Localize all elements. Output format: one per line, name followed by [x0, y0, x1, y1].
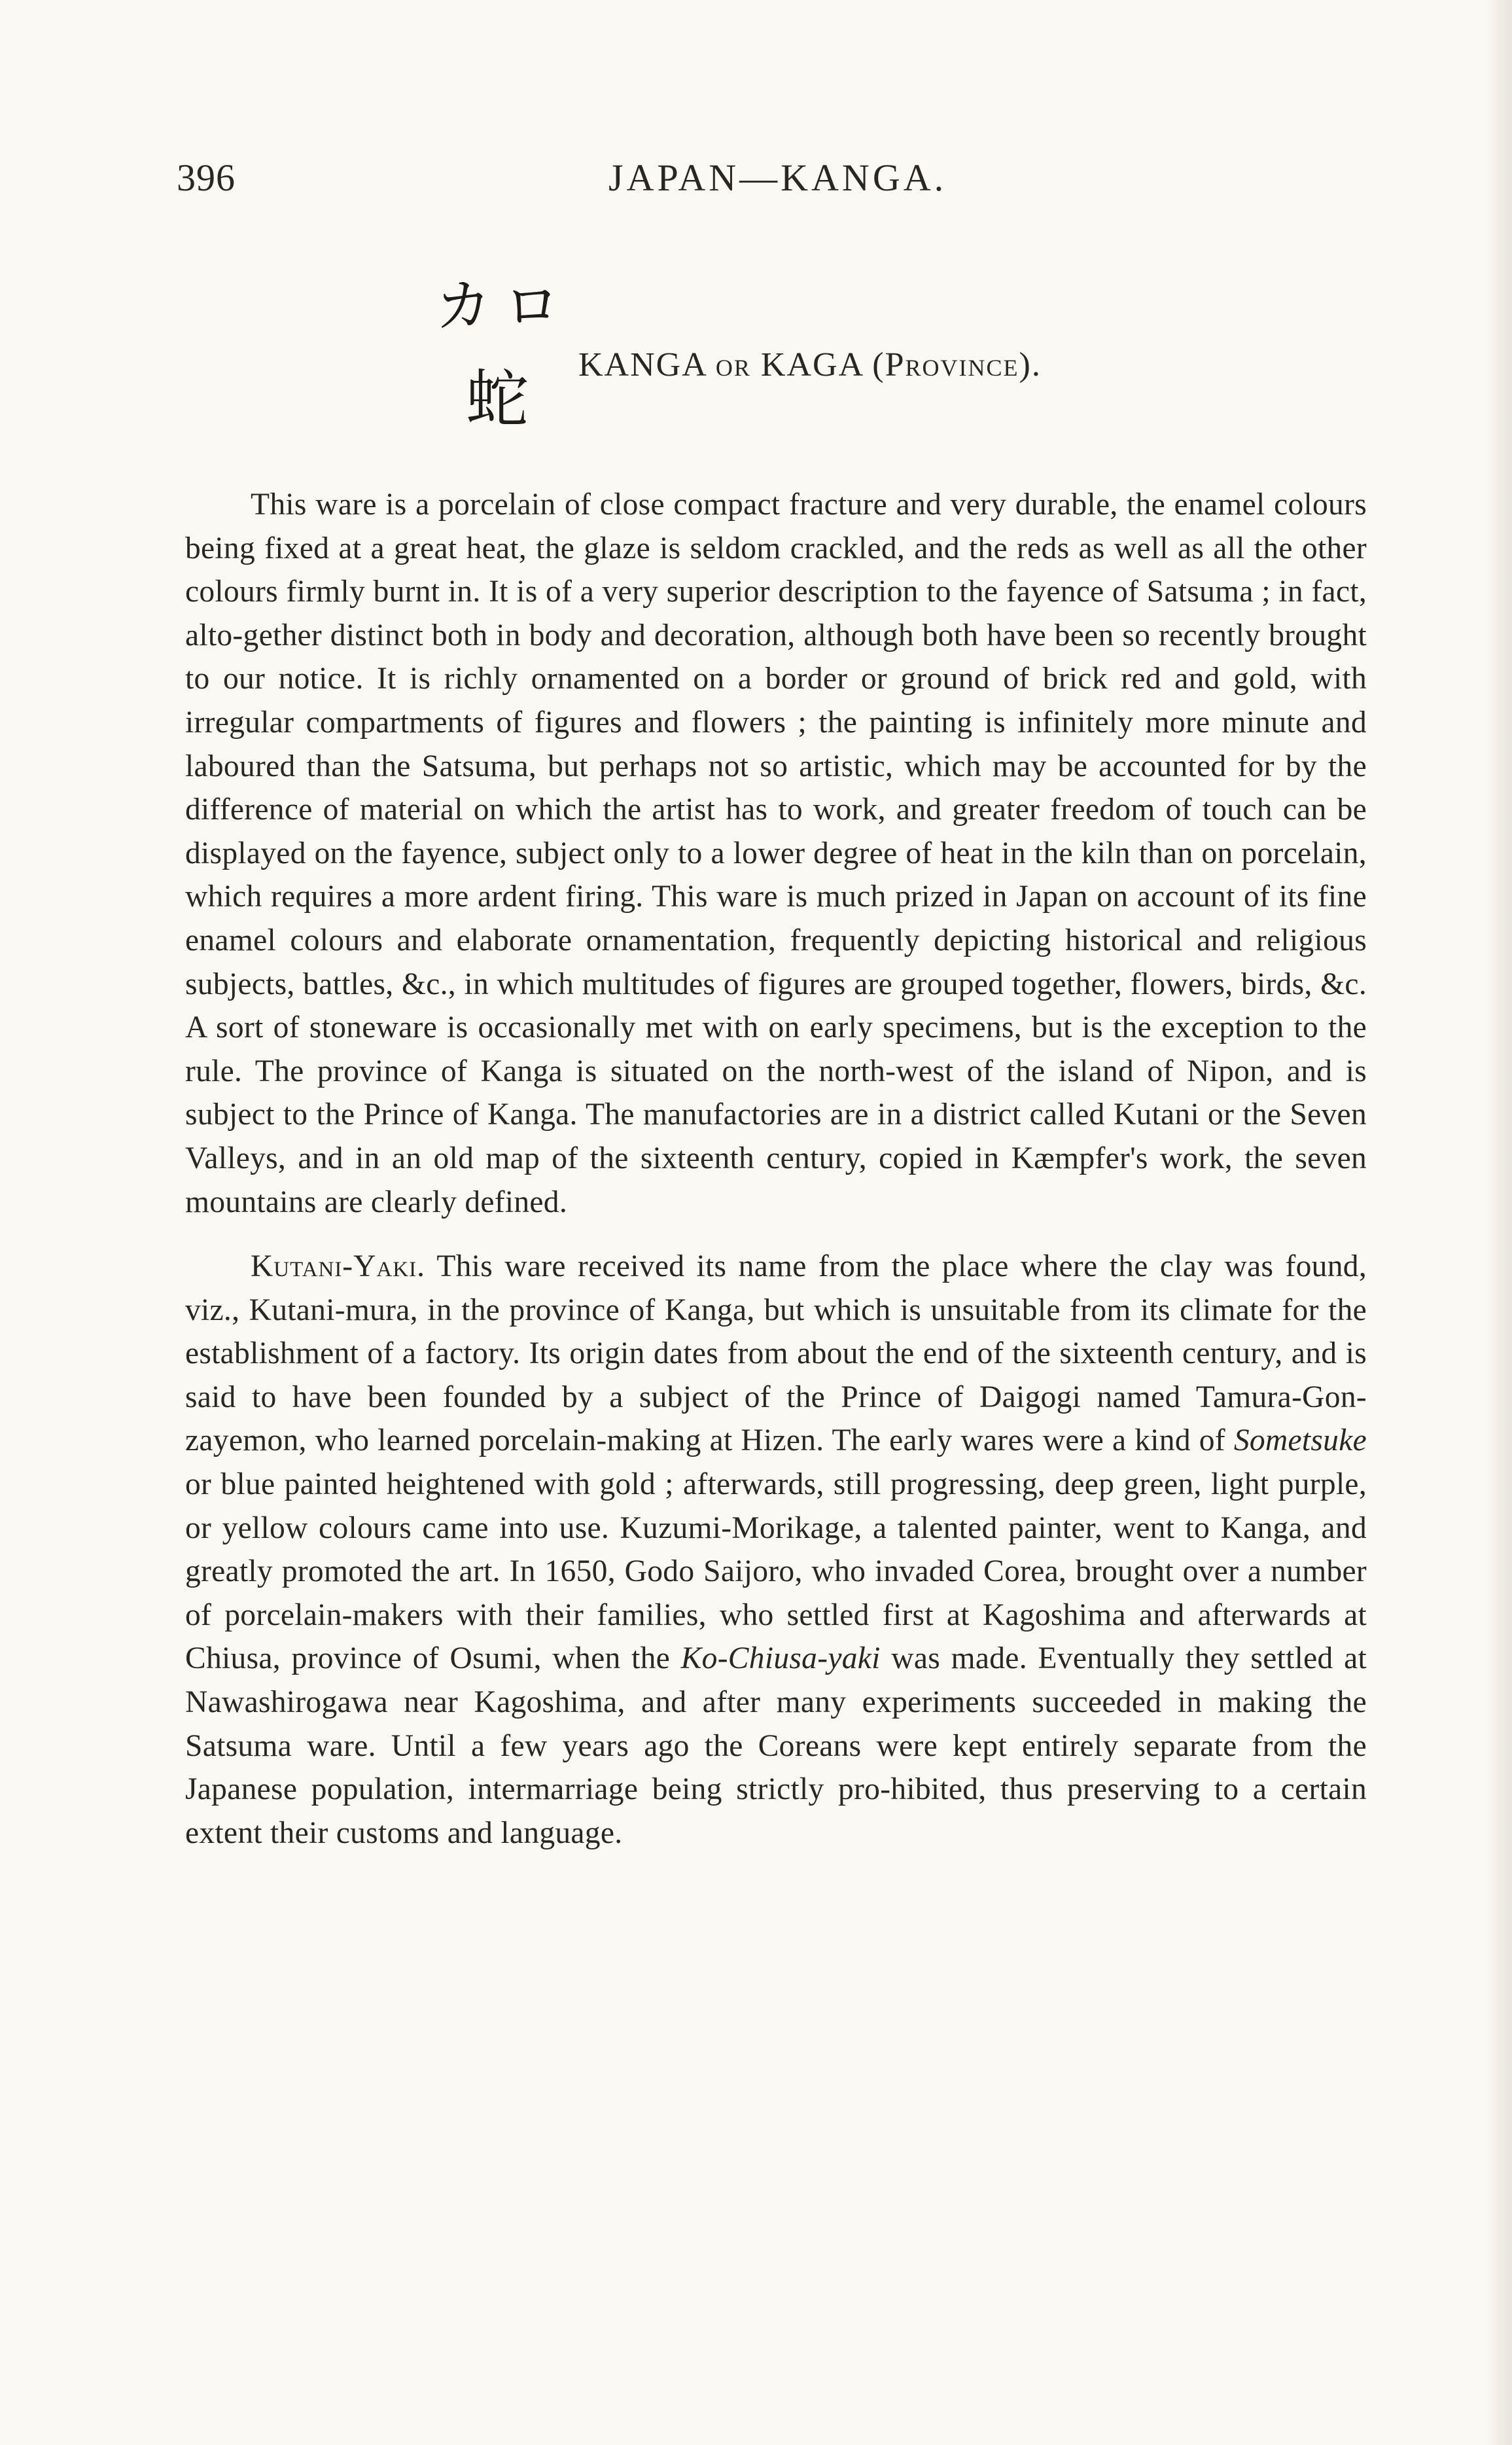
- mark-character-lower: 蛇: [466, 363, 529, 436]
- run-in-heading: Kutani-Yaki.: [251, 1249, 425, 1284]
- paragraph-text: was made. Eventually they settled at Nawashirogawa near Kagoshima, and after many experiments succeeded in making the Satsuma ware. Until a few years ago the Coreans were kept entirely separate from the Japanese population, intermarriage being strictly pro-hibited, thus preserving to a certain extent their customs and language.: [185, 1641, 1367, 1850]
- body-text: [185, 483, 1367, 1855]
- page-edge-shadow: [1486, 0, 1512, 2445]
- section-title-part: KANGA: [578, 346, 706, 384]
- paragraph-text: This ware received its name from the place where the clay was found, viz., Kutani-mura, in the province of Kanga, but which is unsuitable from its climate for the establishment of a factory. Its origin dates from about the end of the sixteenth century, and is said to have been founded by a subject of the Prince of Daigogi named Tamura-Gon-zayemon, who learned porcelain-making at Hizen. The early wares were a kind of: [185, 1249, 1367, 1458]
- mark-character-ka: カ: [435, 274, 491, 339]
- section-title-part: Province: [885, 346, 1019, 384]
- paragraph-kutani-yaki: [185, 1245, 1367, 1855]
- section-title-part: ).: [1019, 346, 1042, 384]
- paragraph-text: or blue painted heightened with gold ; afterwards, still progressing, deep green, light purple, or yellow colours came into use. Kuzumi-Morikage, a talented painter, went to Kanga, and greatly promoted the art. In 1650, Godo Saijoro, who invaded Corea, brought over a number of porcelain-makers with their families, who settled first at Kagoshima and afterwards at Chiusa, province of Osumi, when the: [185, 1467, 1367, 1676]
- section-title-part: KAGA (: [760, 346, 885, 384]
- page-header: [177, 156, 1354, 208]
- page-number: 396: [177, 156, 236, 199]
- paragraph-kanga: This ware is a porcelain of close compact fracture and very durable, the enamel colours being fixed at a great heat, the glaze is seldom crackled, and the reds as well as all the other colours firmly burnt in. It is of a very superior description to the fayence of Satsuma ; in fact, alto-gether distinct both in body and decoration, although both have been so recently brought to our notice. It is richly ornamented on a border or ground of brick red and gold, with irregular compartments of figures and flowers ; the painting is infinitely more minute and laboured than the Satsuma, but perhaps not so artistic, which may be accounted for by the difference of material on which the artist has to work, and greater freedom of touch can be displayed on the fayence, subject only to a lower degree of heat in the kiln than on porcelain, which requires a more ardent firing. This ware is much prized in Japan on account of its fine enamel colours and elaborate ornamentation, frequently depicting historical and religious subjects, battles, &c., in which multitudes of figures are grouped together, flowers, birds, &c. A sort of stoneware is occasionally met with on early specimens, but is the exception to the rule. The province of Kanga is situated on the north-west of the island of Nipon, and is subject to the Prince of Kanga. The manufactories are in a district called Kutani or the Seven Valleys, and in an old map of the sixteenth century, copied in Kæmpfer's work, the seven mountains are clearly defined.: [185, 488, 1367, 1219]
- mark-character-ro: ロ: [504, 274, 560, 339]
- italic-term: Sometsuke: [1233, 1423, 1367, 1458]
- section-title-part: or: [715, 346, 751, 384]
- section-title: [578, 346, 1042, 384]
- italic-term: Ko-Chiusa-yaki: [680, 1641, 881, 1676]
- running-title: JAPAN—KANGA.: [608, 156, 947, 199]
